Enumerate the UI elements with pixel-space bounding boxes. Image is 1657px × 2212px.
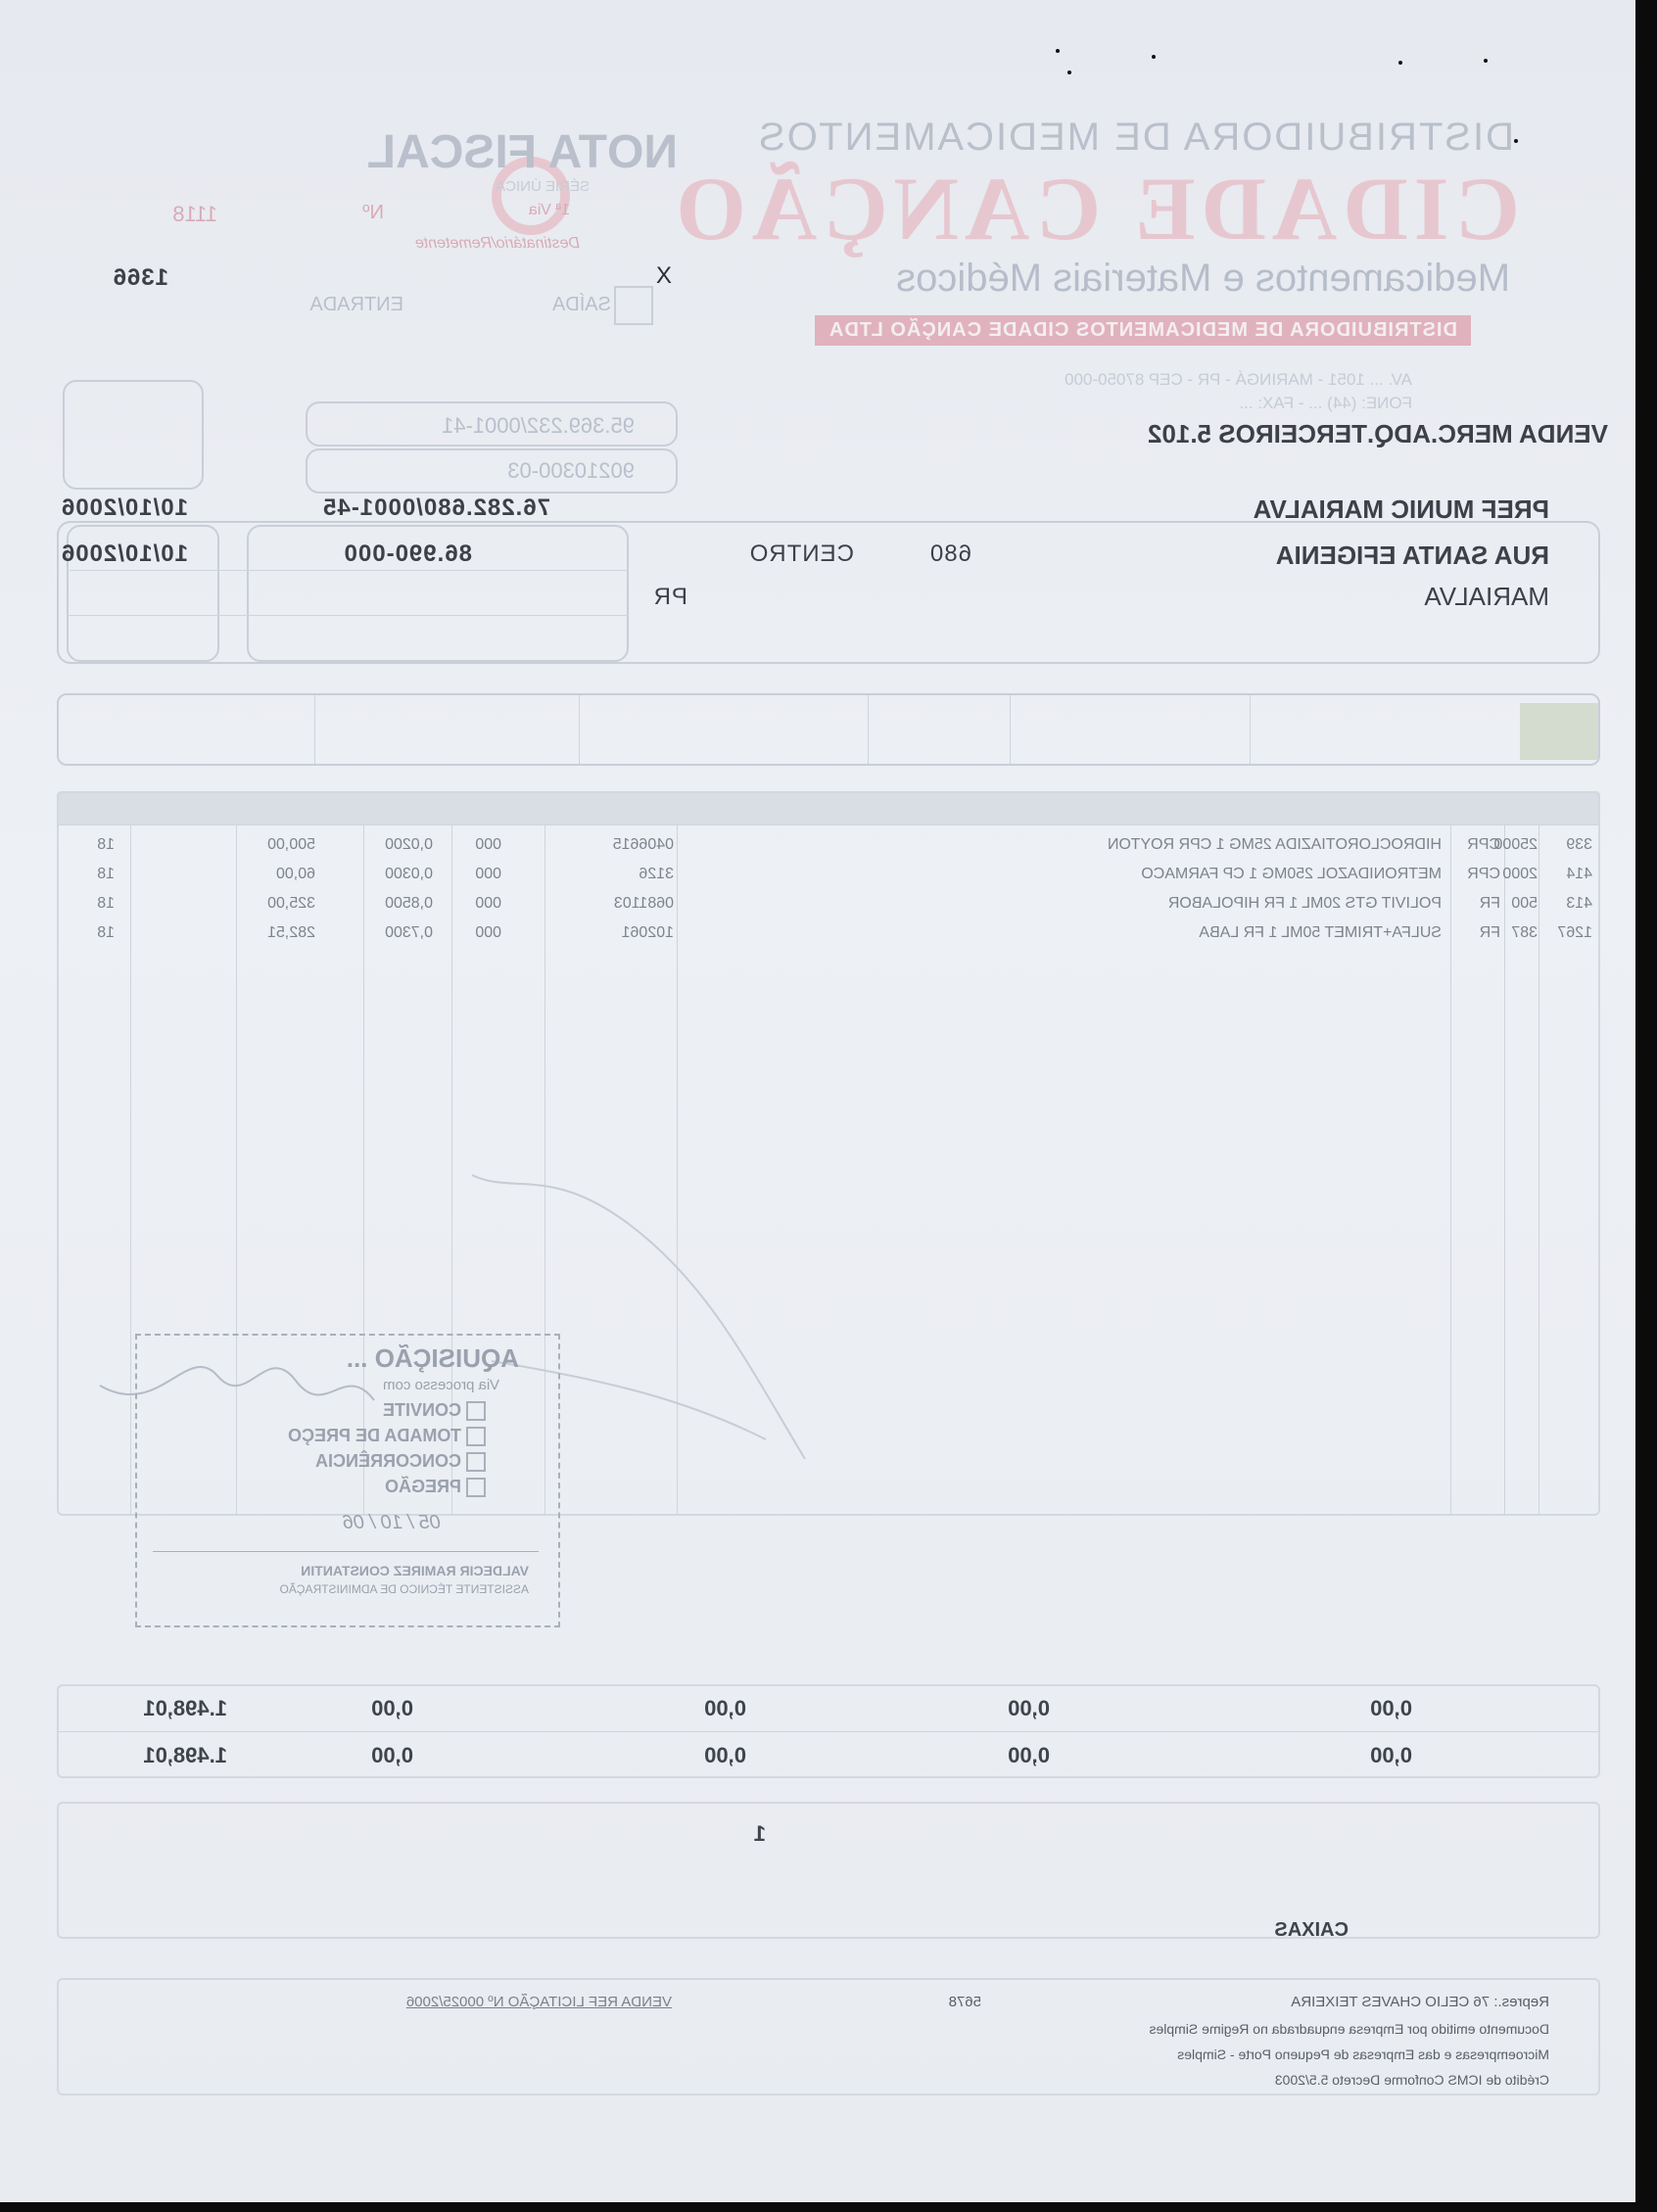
stamp-option-concorrencia xyxy=(315,1451,490,1472)
product-code: 1267 xyxy=(1557,924,1592,941)
company-tagline: Medicamentos e Materiais Médicos xyxy=(896,257,1510,300)
recipient-cnpj: 76.282.680/0001-45 xyxy=(322,494,550,521)
via-destination: Destinatário/Remetente xyxy=(414,235,580,252)
fatura-box xyxy=(57,693,1600,766)
company-phone: FONE: (44) ... - FAX: ... xyxy=(1239,394,1412,412)
product-description: METRONIDAZOL 250MG 1 CP FARMACO xyxy=(1141,866,1442,882)
emission-date: 10/10/2006 xyxy=(60,494,188,521)
saida-checkbox xyxy=(614,286,653,325)
product-description: POLIVIT GTS 20ML 1 FR HIPOLABOR xyxy=(1167,895,1442,912)
stamp-option-convite xyxy=(383,1400,490,1421)
product-total: 500,00 xyxy=(267,836,315,853)
product-lot: 0681103 xyxy=(613,895,674,912)
rep-name: 76 CELIO CHAVES TEIXEIRA xyxy=(1291,1994,1491,2010)
stamp-option-label: PREGÃO xyxy=(384,1477,461,1496)
volumes: 1 xyxy=(753,1821,766,1846)
product-total: 282,51 xyxy=(267,924,315,941)
company-address: AV. ... 1051 - MARINGÁ - PR - CEP 87050-000 xyxy=(1065,370,1412,389)
product-qty: 25000 xyxy=(1493,836,1538,853)
product-description: SULFA+TRIMET 50ML 1 FR LABA xyxy=(1199,924,1442,941)
stamp-option-label: TOMADA DE PREÇO xyxy=(287,1426,461,1445)
footer-rep xyxy=(1291,1994,1549,2010)
recipient-state: PR xyxy=(652,584,687,610)
product-qty: 387 xyxy=(1511,924,1538,941)
saida-mark: X xyxy=(655,262,672,289)
total-value: 0,00 xyxy=(704,1743,746,1767)
footer-note-1: Documento emitido por Empresa enquadrada no Regime Simples xyxy=(1149,2021,1549,2037)
footer-note-2: Microempresas e das Empresas de Pequeno Porte - Simples xyxy=(1177,2047,1549,2062)
product-icms: 18 xyxy=(97,836,115,853)
total-value: 0,00 xyxy=(1008,1743,1050,1767)
stamp-checkbox xyxy=(466,1427,486,1446)
total-value: 0,00 xyxy=(1008,1696,1050,1720)
stamp-checkbox xyxy=(466,1478,486,1497)
operation-cfop: 5.102 xyxy=(1147,419,1212,448)
company-group: DISTRIBUIDORA DE MEDICAMENTOS xyxy=(757,116,1514,159)
product-cst: 000 xyxy=(475,866,501,882)
product-cst: 000 xyxy=(475,836,501,853)
product-cst: 000 xyxy=(475,924,501,941)
total-value: 0,00 xyxy=(1370,1743,1412,1767)
product-unit: FR xyxy=(1479,924,1500,941)
ie-emitente: 90210300-03 xyxy=(507,458,635,483)
stamp-subtitle: Via processo com xyxy=(383,1377,499,1393)
stamp-title: AQUISIÇÃO ... xyxy=(346,1343,519,1373)
product-icms: 18 xyxy=(97,924,115,941)
total-value: 1.498,01 xyxy=(143,1743,227,1767)
stamp-date: 05 / 10 / 06 xyxy=(342,1512,441,1533)
product-lot: 3126 xyxy=(639,866,674,882)
stamp-checkbox xyxy=(466,1401,486,1421)
product-qty: 500 xyxy=(1511,895,1538,912)
recipient-cep: 86.990-000 xyxy=(343,541,472,567)
recipient-city: MARIALVA xyxy=(1424,582,1549,611)
stamp-role: ASSISTENTE TÉCNICO DE ADMINISTRAÇÃO xyxy=(279,1582,529,1596)
company-name: CIDADE CANÇÃO xyxy=(670,159,1520,259)
total-value: 0,00 xyxy=(371,1696,413,1720)
product-lot: 102061 xyxy=(621,924,674,941)
licitacao-ref: VENDA REF LICITAÇÃO Nº 00025/2006 xyxy=(405,1994,672,2010)
emission-box xyxy=(63,380,204,490)
product-total: 60,00 xyxy=(275,866,315,882)
recipient-number: 680 xyxy=(928,541,971,567)
cnpj-emitente: 95.369.232/0001-41 xyxy=(442,413,635,438)
company-band: DISTRIBUIDORA DE MEDICAMENTOS CIDADE CANÇÃO LTDA xyxy=(815,315,1471,346)
product-lot: 0406615 xyxy=(612,836,674,853)
transport-box xyxy=(57,1802,1600,1939)
especie: CAIXAS xyxy=(1274,1919,1349,1941)
nf-number: 1366 xyxy=(112,264,168,291)
mirrored-form: DISTRIBUIDORA DE MEDICAMENTOS CIDADE CANÇÃO Medicamentos e Materiais Médicos DISTRIBUIDORA DE MEDICAMENTOS CIDADE CANÇÃO LTDA AV. ... 1051 - MARINGÁ - PR - CEP 87050-000 FONE: (44) ... - FAX: ... NOTA FISCAL SÉRIE ÚNICA 1ª Via Destinatário/Remetente Nº 1118 1366 SAÍDA X ENTRADA VENDA MERC.ADQ.TERCEIROS 5.102 95.369.232/0001-41 90210300-03 PREF MUNIC MARIALVA 76.282.680/0001-45 10/10/2006 RUA SANTA EFIGENIA 680 CENTRO 86.990-000 10/10/2006 MARIALVA PR 339 25000 CPR HIDROCLOROTIAZIDA 25MG 1 CPR ROYTON 0406615 000 0,0200 500,00 18 414 2000 CPR METRONIDAZOL 250MG 1 CP FARMACO 3126 000 0,0300 60,00 18 413 500 FR POLIVIT GTS 20ML 1 FR HIPOLABOR 0681103 000 0,8500 325,00 18 1267 387 FR SULFA+TRIMET 50ML 1 FR LABA 102061 000 0,7300 282,51 18 AQUISIÇÃO ... Via processo com CONVITE TOMADA DE PREÇO CONCORRÊNCIA PREGÃO 05 / 10 / 06 VALDECIR RAMIREZ CONSTANTIN ASSISTENTE TÉCNICO DE ADMINISTRAÇÃO 0,00 0,00 0,00 0,00 1.498,01 0,00 0,00 0,00 0,00 1.498,01 1 CAIXAS Repres.: 76 CELIO CHAVES TEIXEIRA 5678 VENDA REF LICITAÇÃO Nº 00025/2006 Documento emitido por Empresa enquadrada no Regime Simples Microempresas e das Empresas de Pequeno Porte - Simples Crédito de ICMS Conforme Decreto 5.5/2003 xyxy=(0,0,1657,2212)
total-value: 0,00 xyxy=(371,1743,413,1767)
product-unit-price: 0,0200 xyxy=(385,836,433,853)
product-unit-price: 0,7300 xyxy=(385,924,433,941)
product-icms: 18 xyxy=(97,866,115,882)
fatura-label-block xyxy=(1520,703,1598,760)
product-qty: 2000 xyxy=(1502,866,1538,882)
product-total: 325,00 xyxy=(267,895,315,912)
stamp-option-pregao xyxy=(385,1477,490,1497)
product-icms: 18 xyxy=(97,895,115,912)
rep-code: 5678 xyxy=(948,1994,981,2010)
footer-note-3: Crédito de ICMS Conforme Decreto 5.5/2003 xyxy=(1274,2072,1549,2088)
product-unit-price: 0,8500 xyxy=(385,895,433,912)
recipient-name: PREF MUNIC MARIALVA xyxy=(1253,494,1549,524)
recipient-district: CENTRO xyxy=(748,541,854,567)
serie: SÉRIE ÚNICA xyxy=(496,178,590,195)
nf-number-label: Nº xyxy=(362,202,384,223)
product-unit-price: 0,0300 xyxy=(385,866,433,882)
stamp-checkbox xyxy=(466,1452,486,1472)
product-unit: CPR xyxy=(1467,866,1500,882)
total-value: 0,00 xyxy=(1370,1696,1412,1720)
product-code: 413 xyxy=(1566,895,1592,912)
entrada-label: ENTRADA xyxy=(309,294,403,315)
operation-nature-text: VENDA MERC.ADQ.TERCEIROS xyxy=(1218,419,1608,448)
rep-label: Repres.: xyxy=(1493,1994,1549,2010)
stamp-name: VALDECIR RAMIREZ CONSTANTIN xyxy=(301,1563,529,1578)
stamp-option-label: CONCORRÊNCIA xyxy=(314,1451,461,1471)
exit-date: 10/10/2006 xyxy=(60,541,188,567)
product-code: 414 xyxy=(1566,866,1592,882)
total-value: 0,00 xyxy=(704,1696,746,1720)
product-cst: 000 xyxy=(475,895,501,912)
product-unit: CPR xyxy=(1467,836,1500,853)
operation-nature xyxy=(1148,419,1608,449)
product-description: HIDROCLOROTIAZIDA 25MG 1 CPR ROYTON xyxy=(1107,836,1442,853)
total-value: 1.498,01 xyxy=(143,1696,227,1720)
stamp-option-tomada xyxy=(288,1426,490,1446)
product-unit: FR xyxy=(1479,895,1500,912)
recipient-address: RUA SANTA EFIGENIA xyxy=(1275,541,1549,570)
product-code: 339 xyxy=(1566,836,1592,853)
doc-type: NOTA FISCAL xyxy=(366,126,678,178)
stamp-option-label: CONVITE xyxy=(382,1400,461,1420)
via: 1ª Via xyxy=(528,202,570,218)
licitacao-stamp xyxy=(135,1334,560,1627)
saida-label: SAÍDA xyxy=(551,294,611,315)
